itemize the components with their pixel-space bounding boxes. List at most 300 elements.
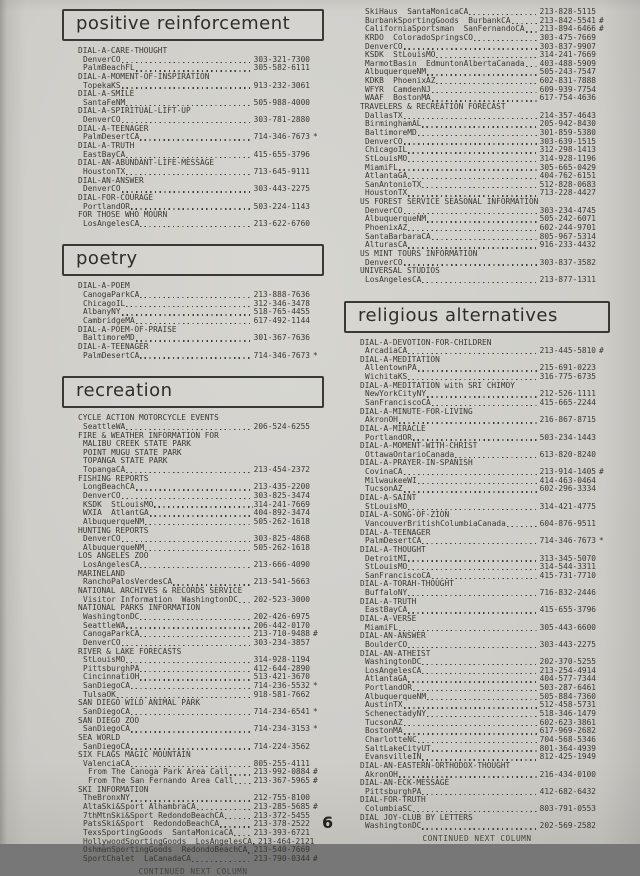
dot-leader	[122, 62, 253, 63]
entry-city: TopangaCA	[83, 465, 126, 475]
entry-phone-number: 305-665-0429	[539, 162, 596, 172]
entry-phone-number: 505-242-6071	[539, 214, 596, 224]
dot-leader	[474, 40, 539, 41]
entry-city: RanchoPalosVerdesCA	[83, 577, 173, 587]
dot-leader	[122, 645, 253, 646]
entry-phone-number: 213-877-1311	[539, 274, 596, 284]
dot-leader	[408, 647, 538, 648]
category-label: DIAL-A-TRUTH	[78, 141, 135, 151]
entry-phone-number: 412-682-6432	[539, 786, 596, 796]
entry-city: AkronOH	[365, 415, 398, 425]
continued-next-column-note: CONTINUED NEXT COLUMN	[138, 866, 248, 876]
dot-leader	[408, 178, 538, 179]
dot-leader	[408, 681, 538, 682]
entry-phone-number: 303-475-7669	[539, 32, 596, 42]
entry-city: StLouisMO	[365, 153, 408, 163]
entry-city: BaltimoreMD	[83, 333, 135, 343]
entry-city: LosAngelesCA	[83, 218, 140, 228]
entry-city: SportChalet LaCanadaCA	[83, 853, 191, 863]
entry-city: WashingtonDC	[83, 611, 140, 621]
dot-leader	[122, 87, 253, 88]
entry-city: MiamiFL	[365, 622, 398, 632]
entry-city: TucsonAZ	[365, 717, 403, 727]
entry-city: SanAntonioTX	[365, 179, 422, 189]
entry-city: AtlantaGA	[365, 171, 408, 181]
entry-phone-number: 805-967-5314	[539, 231, 596, 241]
entry-phone-number: 602-244-9701	[539, 223, 596, 233]
entry-city: MarmotBasin EdmuntonAlbertaCanada	[365, 58, 525, 68]
entry-phone-number: 202-426-6975	[253, 611, 310, 621]
entry-city: BurbankSportingGoods BurbankCA	[365, 15, 511, 25]
dot-leader	[404, 725, 539, 726]
entry-city: TucsonAZ	[365, 484, 403, 494]
entry-city: CanogaParkCA	[83, 290, 140, 300]
entry-phone-number: 714-234-6541	[253, 707, 310, 716]
category-label: HUNTING REPORTS	[78, 525, 149, 535]
dot-leader	[131, 714, 253, 715]
dot-leader	[404, 143, 539, 144]
entry-city: AllentownPA	[365, 363, 417, 373]
entry-phone-number: 314-241-7669	[253, 499, 310, 509]
entry-phone-number: 415-655-3796	[539, 605, 596, 615]
entry-mark: #	[313, 853, 318, 863]
dot-leader	[234, 835, 252, 836]
category-label: DIAL-FOR-COURAGE	[78, 192, 154, 202]
entry-city: MilwaukeeWI	[365, 475, 417, 485]
entry-phone-number: 503-234-1443	[539, 432, 596, 442]
entry-phone-number: 213-894-6466	[539, 24, 596, 34]
directory-entry	[62, 220, 324, 229]
entry-city: TulsaOK	[83, 689, 116, 699]
entry-city: DenverCO	[83, 637, 121, 647]
entry-phone-number: 714-234-3153	[253, 724, 310, 734]
entry-phone-number: 303-781-2880	[253, 115, 310, 125]
directory-entry	[62, 352, 324, 361]
entry-phone-number: 303-837-3582	[539, 257, 596, 267]
entry-phone-number: 505-243-7547	[539, 67, 596, 77]
entry-mark: *	[313, 132, 318, 142]
entry-phone-number: 316-775-6735	[539, 372, 596, 382]
entry-phone-number: 404-762-6151	[539, 171, 596, 181]
entry-city: CincinnatiOH	[83, 672, 140, 682]
entry-city: OshmanSportingGoods RedondoBeachCA	[83, 845, 248, 855]
dot-leader	[408, 612, 538, 613]
dot-leader	[422, 794, 538, 795]
category-label: DIAL-A-DEVOTION-FOR-CHILDREN	[360, 337, 492, 347]
entry-mark: #	[599, 15, 604, 25]
entry-phone-number: 314-421-4775	[539, 501, 596, 511]
entry-city: VancouverBritishColumbiaCanada	[365, 518, 506, 528]
category-label: SEA WORLD	[78, 732, 121, 742]
category-label: DIAL-AN-ECK-MESSAGE	[360, 778, 450, 788]
directory-entry	[62, 855, 324, 864]
entry-city: SaltLakeCityUT	[365, 743, 431, 753]
entry-city: AlbuquerqueNM	[365, 214, 427, 224]
entry-phone-number: 213-541-5663	[253, 577, 310, 587]
entry-phone-number: 714-236-5532	[253, 681, 310, 691]
category-label: RIVER & LAKE FORECASTS	[78, 646, 182, 656]
section-header-religious-alternatives: religious alternatives	[344, 301, 610, 333]
dot-leader	[427, 716, 539, 717]
entry-city: OttawaOntarioCanada	[365, 449, 455, 459]
entry-phone-number: 415-731-7710	[539, 570, 596, 580]
entry-phone-number: 604-876-9511	[539, 518, 596, 528]
entry-city: PittsburghPA	[83, 663, 140, 673]
entry-phone-number: 503-287-6461	[539, 683, 596, 693]
entry-phone-number: 505-884-7360	[539, 691, 596, 701]
entry-phone-number: 602-831-7888	[539, 76, 596, 86]
entry-phone-number: 303-837-9907	[539, 41, 596, 51]
category-label: DIAL-A-TEENAGER	[360, 527, 431, 537]
entry-city: LosAngelesCA	[83, 560, 140, 570]
entry-phone-number: 314-544-3311	[539, 562, 596, 572]
entry-city: SantaBarbaraCA	[365, 231, 431, 241]
entry-city: PortlandOR	[83, 201, 130, 211]
entry-mark: *	[313, 707, 318, 716]
entry-phone-number: 212-526-1111	[539, 389, 596, 399]
dot-leader	[422, 282, 538, 283]
entry-mark: *	[313, 681, 318, 691]
category-label: NATIONAL PARKS INFORMATION	[78, 603, 201, 613]
dot-leader	[140, 139, 252, 140]
entry-phone-number: 213-454-2372	[253, 465, 310, 475]
entry-city: DenverCO	[365, 257, 403, 267]
dot-leader	[126, 306, 252, 307]
dot-leader	[140, 619, 252, 620]
entry-city: BuffaloNY	[365, 588, 408, 598]
entry-phone-number: 312-346-3478	[253, 298, 310, 308]
category-label: FISHING REPORTS	[78, 473, 149, 483]
dot-leader	[235, 783, 253, 784]
entry-city: AtlantaGA	[365, 674, 408, 684]
entry-phone-number: 303-825-4868	[253, 534, 310, 544]
category-label: DIAL-A-TEENAGER	[78, 123, 149, 133]
dot-leader	[422, 543, 538, 544]
section-positive-reinforcement	[62, 9, 324, 228]
category-label: DIAL-A-POEM	[78, 281, 130, 291]
entry-city: AlbanyNY	[83, 307, 121, 317]
entry-city: SchenectadyNY	[365, 709, 427, 719]
entry-phone-number: 303-825-3474	[253, 490, 310, 500]
dot-leader	[408, 595, 538, 596]
category-label: UNIVERSAL STUDIOS	[360, 266, 440, 276]
entry-mark: #	[313, 629, 318, 639]
entry-phone-number: 404-577-7344	[539, 674, 596, 684]
dot-leader	[408, 152, 538, 153]
dot-leader	[140, 636, 252, 637]
entry-phone-number: 213-393-6721	[253, 827, 310, 837]
dot-leader	[136, 340, 253, 341]
category-label: DIAL-A-MEDITATION	[360, 354, 440, 364]
entry-phone-number: 303-443-2275	[253, 184, 310, 194]
entry-phone-number: 303-234-4745	[539, 205, 596, 215]
dot-leader	[418, 370, 539, 371]
category-label: FIRE & WEATHER INFORMATION FOR	[78, 430, 219, 440]
entry-city: WichitaKS	[365, 372, 408, 382]
category-label: US FOREST SERVICE SEASONAL INFORMATION	[360, 197, 539, 207]
entry-phone-number: 412-644-2890	[253, 663, 310, 673]
entry-city: KSDK StLouisMO	[365, 50, 436, 60]
entry-phone-number: 303-639-1515	[539, 136, 596, 146]
category-label: SAN DIEGO ZOO	[78, 715, 140, 725]
dot-leader	[192, 861, 253, 862]
entry-phone-number: 617-492-1144	[253, 316, 310, 326]
dot-leader	[126, 662, 252, 663]
entry-phone-number: 214-357-4643	[539, 110, 596, 120]
entry-city: StLouisMO	[83, 655, 126, 665]
entry-phone-number: 704-568-5346	[539, 734, 596, 744]
entry-city: DenverCO	[83, 534, 121, 544]
dot-leader	[427, 74, 539, 75]
dot-leader	[140, 226, 252, 227]
category-label: DIAL-A-MEDITATION with SRI CHIMOY	[360, 380, 515, 390]
entry-phone-number: 613-820-8240	[539, 449, 596, 459]
entry-city: SanDiegoCA	[83, 681, 130, 691]
entry-city: CaliforniaSportsman SanFernandoCA	[365, 24, 525, 34]
entry-city: CanogaParkCA	[83, 629, 140, 639]
entry-city: BostonMA	[365, 726, 403, 736]
entry-city: AlturasCA	[365, 240, 408, 250]
entry-phone-number: 505-988-4000	[253, 97, 310, 107]
category-label: FOR THOSE WHO MOURN	[78, 210, 168, 220]
entry-phone-number: 213-666-4090	[253, 560, 310, 570]
category-label: NATIONAL ARCHIVES & RECORDS SERVICE	[78, 586, 243, 596]
entry-city: DenverCO	[365, 41, 403, 51]
entry-mark: #	[599, 467, 604, 477]
entry-phone-number: 213-378-2522	[253, 819, 310, 829]
entry-city: AlbuquerqueNM	[83, 516, 145, 526]
entry-phone-number: 213-842-5541	[539, 15, 596, 25]
entry-phone-number: 213-367-5965	[253, 776, 310, 786]
directory-entry	[344, 276, 610, 285]
category-label: DIAL-A-MINUTE-FOR-LIVING	[360, 406, 473, 416]
entry-phone-number: 602-623-3861	[539, 717, 596, 727]
entry-phone-number: 713-228-4427	[539, 188, 596, 198]
dot-leader	[150, 515, 253, 516]
page-number: 6	[322, 813, 334, 832]
category-label: MARINELAND	[78, 568, 125, 578]
entry-mark: #	[313, 802, 318, 812]
category-label: SAN DIEGO WILD ANIMAL PARK	[78, 698, 201, 708]
directory-entry	[344, 822, 610, 831]
entry-phone-number: 314-928-1196	[539, 153, 596, 163]
entry-city: CambridgeMA	[83, 316, 135, 326]
entry-phone-number: 312-298-1413	[539, 145, 596, 155]
entry-phone-number: 213-540-7669	[253, 845, 310, 855]
entry-phone-number: 213-464-2121	[258, 836, 315, 846]
entry-phone-number: 415-655-3796	[253, 149, 310, 159]
entry-phone-number: 812-425-1949	[539, 752, 596, 762]
dot-leader	[248, 852, 252, 853]
entry-city: ChicagoIL	[365, 145, 408, 155]
entry-city: PhoenixAZ	[365, 223, 408, 233]
entry-phone-number: 301-859-5380	[539, 127, 596, 137]
section-recreation	[62, 376, 324, 863]
entry-city: TheBronxNY	[83, 793, 130, 803]
entry-phone-number: 803-791-0553	[539, 804, 596, 814]
entry-city: EastBayCA	[365, 605, 408, 615]
entry-city: LosAngelesCA	[365, 665, 422, 675]
entry-phone-number: 617-754-4636	[539, 93, 596, 103]
entry-city: ArcadiaCA	[365, 346, 408, 356]
entry-city: ColumbiaSC	[365, 804, 412, 814]
entry-phone-number: 213-790-0344	[253, 853, 310, 863]
right-column	[344, 0, 610, 843]
category-label: DIAL-A-PRAYER-IN-SPANISH	[360, 458, 473, 468]
dot-leader	[418, 483, 539, 484]
dot-leader	[145, 550, 253, 551]
dot-leader	[140, 567, 252, 568]
entry-phone-number: 714-346-7673	[253, 132, 310, 142]
category-label: DIAL-A-POEM-OF-PRAISE	[78, 324, 177, 334]
entry-phone-number: 414-463-0464	[539, 475, 596, 485]
entry-city: AkronOH	[365, 769, 398, 779]
dot-leader	[526, 31, 539, 32]
entry-city: WashingtonDC	[365, 821, 422, 831]
category-label: POINT MUGU STATE PARK	[83, 447, 182, 457]
dot-leader	[427, 221, 539, 222]
entry-city: SeattleWA	[83, 421, 126, 431]
entry-city: SeattleWA	[83, 620, 126, 630]
category-label: DIAL-A-TORAH-THOUGHT	[360, 579, 454, 589]
dot-leader	[399, 169, 539, 170]
entry-city: From The San Fernando Area Call	[88, 776, 234, 786]
dot-leader	[126, 174, 252, 175]
entry-city: LosAngelesCA	[365, 274, 422, 284]
entry-phone-number: 303-443-2275	[539, 639, 596, 649]
entry-phone-number: 212-755-8100	[253, 793, 310, 803]
entry-city: TexsSportingGoods SantaMonicaCA	[83, 827, 234, 837]
dot-leader	[432, 92, 539, 93]
category-label: DIAL-A-SPIRITUAL-LIFT-UP	[78, 106, 191, 116]
entry-phone-number: 609-939-7754	[539, 84, 596, 94]
category-label: SKI INFORMATION	[78, 784, 149, 794]
entry-phone-number: 305-443-6600	[539, 622, 596, 632]
dot-leader	[526, 66, 539, 67]
continued-next-column-note: CONTINUED NEXT COLUMN	[422, 834, 532, 844]
entry-city: CovinaCA	[365, 467, 403, 477]
entry-city: SanDiegoCA	[83, 724, 130, 734]
entry-mark: #	[313, 767, 318, 777]
entry-city: DenverCO	[83, 490, 121, 500]
entry-city: Visitor Information WashingtonDC	[83, 594, 238, 604]
entry-city: StLouisMO	[365, 501, 408, 511]
left-column	[62, 0, 324, 876]
dot-leader	[418, 742, 539, 743]
section-header-positive-reinforcement: positive reinforcement	[62, 9, 324, 41]
dot-leader	[408, 560, 538, 561]
entry-city: 7thMtnSki&Sport RedondoBeachCA	[83, 810, 224, 820]
entry-city: BirminghamAL	[365, 119, 422, 129]
dot-leader	[418, 135, 539, 136]
dot-leader	[145, 524, 253, 525]
entry-city: DenverCO	[365, 136, 403, 146]
dot-leader	[427, 699, 539, 700]
dot-leader	[436, 83, 538, 84]
dot-leader	[225, 818, 253, 819]
entry-city: SanFranciscoCA	[365, 570, 431, 580]
category-label: DIAL-A-THOUGHT	[360, 544, 426, 554]
entry-city: AlbuquerqueNM	[365, 67, 427, 77]
entry-city: KSDK StLouisMO	[83, 499, 154, 509]
entry-phone-number: 617-969-2682	[539, 726, 596, 736]
dot-leader	[154, 506, 252, 507]
entry-mark: *	[313, 350, 318, 360]
dot-leader	[432, 239, 539, 240]
entry-city: DenverCO	[83, 115, 121, 125]
category-label: DIAL-AN-EASTERN-ORTHODOX-THOUGHT	[360, 760, 511, 770]
dot-leader	[422, 126, 538, 127]
entry-mark: *	[313, 724, 318, 734]
dot-leader	[239, 602, 253, 603]
dot-leader	[404, 118, 539, 119]
entry-city: AltaSki&Sport AlhambraCA	[83, 802, 196, 812]
entry-phone-number: 213-914-1405	[539, 467, 596, 477]
entry-phone-number: 518-765-4455	[253, 307, 310, 317]
category-label: DIAL-A-VERSE	[360, 614, 417, 623]
dot-leader	[122, 314, 253, 315]
category-label: DIAL-A-MOMENT-OF-INSPIRATION	[78, 71, 210, 81]
entry-city: StLouisMO	[365, 562, 408, 572]
entry-phone-number: 404-892-3474	[253, 508, 310, 518]
dot-leader	[408, 161, 538, 162]
entry-city: WXIA AtlantGA	[83, 508, 149, 518]
dot-leader	[136, 489, 253, 490]
entry-city: AustinTX	[365, 700, 403, 710]
entry-city: HoustonTX	[83, 166, 126, 176]
entry-phone-number: 505-262-1618	[253, 516, 310, 526]
entry-city: PalmDesertCA	[365, 536, 422, 546]
dot-leader	[126, 627, 252, 628]
section-religious-alternatives	[344, 301, 610, 832]
category-label: MALIBU CREEK STATE PARK	[83, 439, 191, 449]
entry-city: PortlandOR	[365, 683, 412, 693]
entry-city: From The Canoga Park Area Call	[88, 767, 229, 777]
entry-city: WFYR CamdenNJ	[365, 84, 431, 94]
category-label: DIAL-AN-ANSWER	[360, 631, 426, 641]
entry-city: EastBayCA	[83, 149, 126, 159]
entry-city: SanDiegoCA	[83, 707, 130, 716]
entry-phone-number: 206-442-0170	[253, 620, 310, 630]
entry-phone-number: 213-828-5115	[539, 7, 596, 16]
dot-leader	[140, 671, 252, 672]
category-label: DIAL-A-SAINT	[360, 493, 417, 503]
category-label: CYCLE ACTION MOTORCYCLE EVENTS	[78, 413, 219, 423]
entry-city: CharlotteNC	[365, 734, 417, 744]
category-label: DIAL JOY-CLUB BY LETTERS	[360, 812, 473, 822]
entry-phone-number: 713-645-9111	[253, 166, 310, 176]
entry-phone-number: 303-234-3857	[253, 637, 310, 647]
entry-city: PalmDesertCA	[83, 132, 140, 142]
entry-phone-number: 206-524-6255	[253, 421, 310, 431]
entry-phone-number: 714-224-3562	[253, 741, 310, 751]
category-label: DIAL-FOR-TRUTH	[360, 795, 426, 805]
entry-phone-number: 216-434-0100	[539, 769, 596, 779]
entry-city: PittsburghPA	[365, 786, 422, 796]
entry-phone-number: 213-285-5685	[253, 802, 310, 812]
entry-phone-number: 213-254-4914	[539, 665, 596, 675]
category-label: US MINT TOURS INFORMATION	[360, 248, 478, 258]
entry-phone-number: 512-828-0683	[539, 179, 596, 189]
section-header-poetry: poetry	[62, 244, 324, 276]
entry-phone-number: 714-346-7673	[539, 536, 596, 546]
dot-leader	[140, 679, 252, 680]
entry-city: MiamiFL	[365, 162, 398, 172]
entry-city: AlbuquerqueNM	[83, 542, 145, 552]
category-label: SIX FLAGS MAGIC MOUNTAIN	[78, 750, 191, 760]
dot-leader	[422, 664, 538, 665]
entry-phone-number: 916-233-4432	[539, 240, 596, 250]
